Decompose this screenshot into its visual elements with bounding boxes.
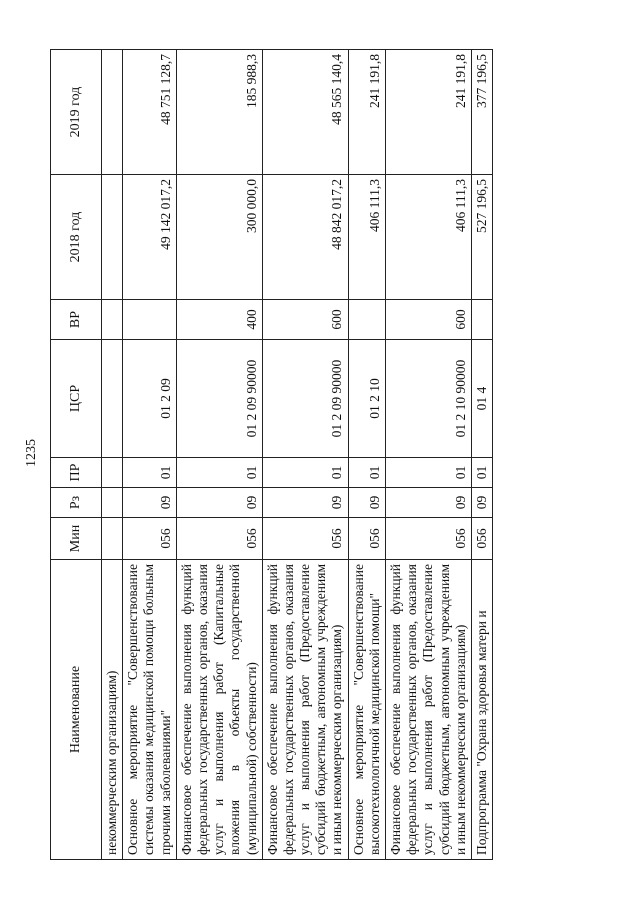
table-row xyxy=(386,50,472,860)
table-row xyxy=(262,50,348,860)
row-rz: 09 xyxy=(123,488,177,518)
row-2018: 527 196,5 xyxy=(471,175,492,300)
row-pr: 01 xyxy=(386,458,472,488)
row-2019: 48 565 140,4 xyxy=(262,50,348,175)
row-name: Основное мероприятие "Совершенствование высокотехнологичной медицинской помощи" xyxy=(348,560,385,860)
row-csr: 01 2 09 90000 xyxy=(262,340,348,458)
row-pr: 01 xyxy=(262,458,348,488)
row-vr: 600 xyxy=(262,300,348,340)
row-2019: 241 191,8 xyxy=(348,50,385,175)
header-name: Наименование xyxy=(51,560,102,860)
row-min xyxy=(102,518,123,560)
table-header-row xyxy=(51,50,102,860)
row-pr: 01 xyxy=(176,458,262,488)
table-row xyxy=(176,50,262,860)
header-rz: Рз xyxy=(51,488,102,518)
row-2018: 300 000,0 xyxy=(176,175,262,300)
row-2018: 406 111,3 xyxy=(348,175,385,300)
row-2019: 48 751 128,7 xyxy=(123,50,177,175)
page-number xyxy=(22,433,42,473)
row-rz: 09 xyxy=(176,488,262,518)
row-pr: 01 xyxy=(348,458,385,488)
row-min: 056 xyxy=(262,518,348,560)
row-2019 xyxy=(102,50,123,175)
row-name: Подпрограмма "Охрана здоровья матери и xyxy=(471,560,492,860)
row-rz: 09 xyxy=(471,488,492,518)
row-pr: 01 xyxy=(471,458,492,488)
table-row xyxy=(348,50,385,860)
table-row xyxy=(471,50,492,860)
row-vr xyxy=(471,300,492,340)
row-rz: 09 xyxy=(262,488,348,518)
row-csr: 01 2 09 xyxy=(123,340,177,458)
row-vr xyxy=(102,300,123,340)
row-csr: 01 2 09 90000 xyxy=(176,340,262,458)
header-csr: ЦСР xyxy=(51,340,102,458)
row-vr xyxy=(348,300,385,340)
row-2019: 241 191,8 xyxy=(386,50,472,175)
row-2019: 377 196,5 xyxy=(471,50,492,175)
row-2018: 49 142 017,2 xyxy=(123,175,177,300)
header-vr: ВР xyxy=(51,300,102,340)
header-min: Мин xyxy=(51,518,102,560)
row-name: Основное мероприятие "Совершенствование системы оказания медицинской помощи больным прочими заболеваниями" xyxy=(123,560,177,860)
header-2019: 2019 год xyxy=(51,50,102,175)
row-name: Финансовое обеспечение выполнения функций федеральных государственных органов, оказания услуг и выполнения работ (Предоставление субсидий бюджетным, автономным учреждениям и иным некоммерческим организациям) xyxy=(262,560,348,860)
row-name: Финансовое обеспечение выполнения функций федеральных государственных органов, оказания услуг и выполнения работ (Предоставление субсидий бюджетным, автономным учреждениям и иным некоммерческим организациям) xyxy=(386,560,472,860)
header-2018: 2018 год xyxy=(51,175,102,300)
header-pr: ПР xyxy=(51,458,102,488)
row-2019: 185 988,3 xyxy=(176,50,262,175)
row-2018: 48 842 017,2 xyxy=(262,175,348,300)
row-pr: 01 xyxy=(123,458,177,488)
row-vr: 400 xyxy=(176,300,262,340)
row-name: Финансовое обеспечение выполнения функций федеральных государственных органов, оказания услуг и выполнения работ (Капитальные вложения в объекты государственной (муниципальной) собственности) xyxy=(176,560,262,860)
row-rz xyxy=(102,488,123,518)
row-2018 xyxy=(102,175,123,300)
row-name: некоммерческим организациям) xyxy=(102,560,123,860)
budget-table-wrapper xyxy=(50,50,590,860)
row-2018: 406 111,3 xyxy=(386,175,472,300)
row-csr: 01 2 10 xyxy=(348,340,385,458)
row-vr: 600 xyxy=(386,300,472,340)
row-rz: 09 xyxy=(348,488,385,518)
page-number-text: 1235 xyxy=(24,439,39,467)
row-min: 056 xyxy=(123,518,177,560)
row-csr: 01 4 xyxy=(471,340,492,458)
row-csr xyxy=(102,340,123,458)
table-row xyxy=(102,50,123,860)
row-rz: 09 xyxy=(386,488,472,518)
row-min: 056 xyxy=(348,518,385,560)
row-vr xyxy=(123,300,177,340)
row-min: 056 xyxy=(176,518,262,560)
row-min: 056 xyxy=(471,518,492,560)
budget-table xyxy=(50,49,493,860)
table-row xyxy=(123,50,177,860)
row-min: 056 xyxy=(386,518,472,560)
row-csr: 01 2 10 90000 xyxy=(386,340,472,458)
row-pr xyxy=(102,458,123,488)
